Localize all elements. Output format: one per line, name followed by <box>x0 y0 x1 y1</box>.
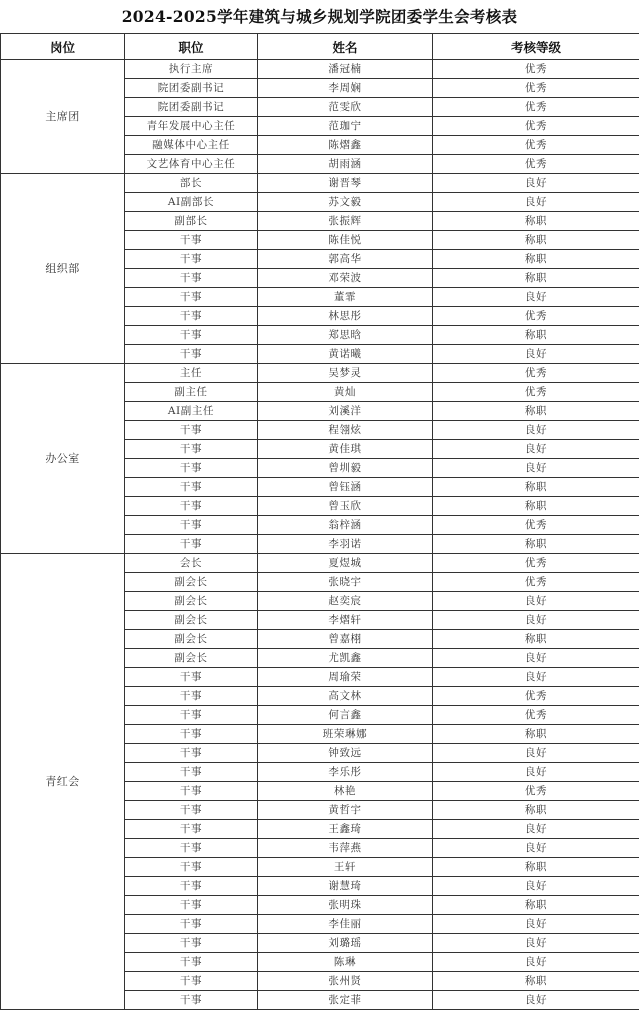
table-row <box>1 60 639 79</box>
position-cell: 部长 <box>125 174 258 193</box>
table-row <box>1 554 639 573</box>
name-cell: 林思彤 <box>258 307 433 326</box>
name-cell: 郭高华 <box>258 250 433 269</box>
grade-cell: 称职 <box>433 725 639 744</box>
grade-cell: 良好 <box>433 421 639 440</box>
department-cell: 主席团 <box>1 60 125 174</box>
name-cell: 曾嘉栩 <box>258 630 433 649</box>
name-cell: 董霏 <box>258 288 433 307</box>
name-cell: 曾钰涵 <box>258 478 433 497</box>
position-cell: 院团委副书记 <box>125 98 258 117</box>
header-row <box>1 34 639 60</box>
position-cell: 干事 <box>125 250 258 269</box>
table-body <box>1 60 639 1010</box>
position-cell: 干事 <box>125 497 258 516</box>
grade-cell: 良好 <box>433 839 639 858</box>
position-cell: 干事 <box>125 288 258 307</box>
name-cell: 张振辉 <box>258 212 433 231</box>
grade-cell: 称职 <box>433 250 639 269</box>
position-cell: 干事 <box>125 877 258 896</box>
name-cell: 陈琳 <box>258 953 433 972</box>
name-cell: 夏煜城 <box>258 554 433 573</box>
grade-cell: 良好 <box>433 668 639 687</box>
grade-cell: 良好 <box>433 934 639 953</box>
name-cell: 邓荣波 <box>258 269 433 288</box>
grade-cell: 良好 <box>433 744 639 763</box>
position-cell: 干事 <box>125 858 258 877</box>
name-cell: 李羽诺 <box>258 535 433 554</box>
table-row <box>1 364 639 383</box>
grade-cell: 优秀 <box>433 383 639 402</box>
grade-cell: 良好 <box>433 820 639 839</box>
header-position: 职位 <box>125 34 258 60</box>
position-cell: 干事 <box>125 307 258 326</box>
name-cell: 胡雨涵 <box>258 155 433 174</box>
department-cell: 组织部 <box>1 174 125 364</box>
grade-cell: 良好 <box>433 915 639 934</box>
grade-cell: 良好 <box>433 877 639 896</box>
position-cell: 干事 <box>125 896 258 915</box>
name-cell: 谢晋琴 <box>258 174 433 193</box>
grade-cell: 称职 <box>433 231 639 250</box>
header-department: 岗位 <box>1 34 125 60</box>
grade-cell: 优秀 <box>433 117 639 136</box>
position-cell: 干事 <box>125 820 258 839</box>
grade-cell: 优秀 <box>433 307 639 326</box>
grade-cell: 称职 <box>433 972 639 991</box>
position-cell: 青年发展中心主任 <box>125 117 258 136</box>
grade-cell: 良好 <box>433 193 639 212</box>
name-cell: 李乐彤 <box>258 763 433 782</box>
name-cell: 张州贤 <box>258 972 433 991</box>
position-cell: 主任 <box>125 364 258 383</box>
name-cell: 王鑫琦 <box>258 820 433 839</box>
grade-cell: 良好 <box>433 592 639 611</box>
grade-cell: 称职 <box>433 497 639 516</box>
name-cell: 曾玉欣 <box>258 497 433 516</box>
position-cell: 干事 <box>125 516 258 535</box>
position-cell: 干事 <box>125 478 258 497</box>
grade-cell: 优秀 <box>433 155 639 174</box>
grade-cell: 称职 <box>433 269 639 288</box>
position-cell: 文艺体育中心主任 <box>125 155 258 174</box>
grade-cell: 良好 <box>433 991 639 1010</box>
grade-cell: 称职 <box>433 402 639 421</box>
name-cell: 陈熠鑫 <box>258 136 433 155</box>
name-cell: 郑思晗 <box>258 326 433 345</box>
grade-cell: 良好 <box>433 459 639 478</box>
grade-cell: 良好 <box>433 174 639 193</box>
name-cell: 赵奕宸 <box>258 592 433 611</box>
position-cell: 干事 <box>125 972 258 991</box>
grade-cell: 称职 <box>433 630 639 649</box>
name-cell: 刘溪洋 <box>258 402 433 421</box>
name-cell: 黄哲宇 <box>258 801 433 820</box>
position-cell: 干事 <box>125 668 258 687</box>
grade-cell: 良好 <box>433 611 639 630</box>
position-cell: 干事 <box>125 991 258 1010</box>
position-cell: 副部长 <box>125 212 258 231</box>
grade-cell: 优秀 <box>433 98 639 117</box>
grade-cell: 良好 <box>433 440 639 459</box>
table-row <box>1 174 639 193</box>
position-cell: AI副主任 <box>125 402 258 421</box>
position-cell: 副会长 <box>125 592 258 611</box>
position-cell: 干事 <box>125 326 258 345</box>
name-cell: 潘冠楠 <box>258 60 433 79</box>
name-cell: 张定菲 <box>258 991 433 1010</box>
grade-cell: 优秀 <box>433 706 639 725</box>
name-cell: 何言鑫 <box>258 706 433 725</box>
name-cell: 张晓宇 <box>258 573 433 592</box>
name-cell: 高文林 <box>258 687 433 706</box>
grade-cell: 优秀 <box>433 516 639 535</box>
name-cell: 王轩 <box>258 858 433 877</box>
name-cell: 韦萍燕 <box>258 839 433 858</box>
header-name: 姓名 <box>258 34 433 60</box>
name-cell: 李熠轩 <box>258 611 433 630</box>
position-cell: 副会长 <box>125 649 258 668</box>
position-cell: 干事 <box>125 725 258 744</box>
name-cell: 李周娴 <box>258 79 433 98</box>
grade-cell: 称职 <box>433 326 639 345</box>
position-cell: 副会长 <box>125 630 258 649</box>
position-cell: 干事 <box>125 782 258 801</box>
grade-cell: 优秀 <box>433 79 639 98</box>
assessment-table <box>0 33 639 1010</box>
name-cell: 班荣琳娜 <box>258 725 433 744</box>
position-cell: 干事 <box>125 744 258 763</box>
position-cell: 干事 <box>125 345 258 364</box>
grade-cell: 优秀 <box>433 554 639 573</box>
name-cell: 周瑜荣 <box>258 668 433 687</box>
position-cell: 干事 <box>125 687 258 706</box>
grade-cell: 称职 <box>433 535 639 554</box>
grade-cell: 优秀 <box>433 364 639 383</box>
position-cell: 干事 <box>125 421 258 440</box>
name-cell: 张明珠 <box>258 896 433 915</box>
department-cell: 青红会 <box>1 554 125 1010</box>
position-cell: 干事 <box>125 706 258 725</box>
grade-cell: 良好 <box>433 763 639 782</box>
position-cell: 干事 <box>125 459 258 478</box>
name-cell: 吴梦灵 <box>258 364 433 383</box>
position-cell: 干事 <box>125 801 258 820</box>
department-cell: 办公室 <box>1 364 125 554</box>
grade-cell: 称职 <box>433 212 639 231</box>
position-cell: 干事 <box>125 440 258 459</box>
grade-cell: 良好 <box>433 649 639 668</box>
position-cell: 干事 <box>125 535 258 554</box>
position-cell: 干事 <box>125 915 258 934</box>
grade-cell: 优秀 <box>433 60 639 79</box>
position-cell: 会长 <box>125 554 258 573</box>
position-cell: 干事 <box>125 839 258 858</box>
name-cell: 尤凯鑫 <box>258 649 433 668</box>
sheet-title: 2024-2025学年建筑与城乡规划学院团委学生会考核表 <box>121 7 518 26</box>
name-cell: 黄诺曦 <box>258 345 433 364</box>
grade-cell: 优秀 <box>433 573 639 592</box>
name-cell: 林艳 <box>258 782 433 801</box>
name-cell: 陈佳悦 <box>258 231 433 250</box>
name-cell: 曾圳毅 <box>258 459 433 478</box>
position-cell: 副会长 <box>125 573 258 592</box>
name-cell: 苏文毅 <box>258 193 433 212</box>
grade-cell: 称职 <box>433 801 639 820</box>
name-cell: 刘璐瑶 <box>258 934 433 953</box>
name-cell: 范珈宁 <box>258 117 433 136</box>
grade-cell: 称职 <box>433 478 639 497</box>
position-cell: AI副部长 <box>125 193 258 212</box>
position-cell: 干事 <box>125 231 258 250</box>
position-cell: 执行主席 <box>125 60 258 79</box>
position-cell: 副主任 <box>125 383 258 402</box>
position-cell: 融媒体中心主任 <box>125 136 258 155</box>
position-cell: 干事 <box>125 763 258 782</box>
name-cell: 谢慧琦 <box>258 877 433 896</box>
grade-cell: 优秀 <box>433 782 639 801</box>
name-cell: 程翎炫 <box>258 421 433 440</box>
position-cell: 干事 <box>125 934 258 953</box>
grade-cell: 称职 <box>433 858 639 877</box>
name-cell: 黄灿 <box>258 383 433 402</box>
name-cell: 范雯欣 <box>258 98 433 117</box>
name-cell: 李佳丽 <box>258 915 433 934</box>
position-cell: 干事 <box>125 269 258 288</box>
position-cell: 副会长 <box>125 611 258 630</box>
name-cell: 翁梓涵 <box>258 516 433 535</box>
grade-cell: 优秀 <box>433 687 639 706</box>
grade-cell: 优秀 <box>433 136 639 155</box>
grade-cell: 良好 <box>433 288 639 307</box>
header-grade: 考核等级 <box>433 34 639 60</box>
grade-cell: 良好 <box>433 953 639 972</box>
name-cell: 钟致远 <box>258 744 433 763</box>
grade-cell: 称职 <box>433 896 639 915</box>
grade-cell: 良好 <box>433 345 639 364</box>
position-cell: 干事 <box>125 953 258 972</box>
position-cell: 院团委副书记 <box>125 79 258 98</box>
name-cell: 黄佳琪 <box>258 440 433 459</box>
